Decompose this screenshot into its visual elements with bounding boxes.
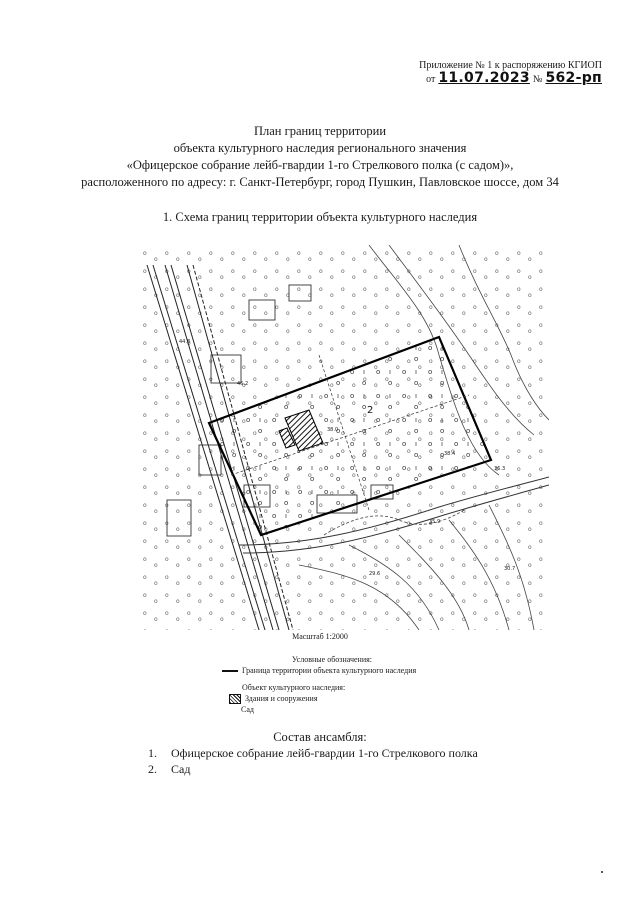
annex-date-line xyxy=(372,72,602,86)
territory-map xyxy=(139,245,549,630)
title-line-3: «Офицерское собрание лейб-гвардии 1-го Стрелкового полка (с садом)», xyxy=(126,158,514,172)
annex-number: 562-рп xyxy=(545,70,602,86)
title-line-2: объекта культурного наследия регионального значения xyxy=(173,141,467,155)
svg-text:35.9: 35.9 xyxy=(429,519,441,525)
ensemble-title: Состав ансамбля: xyxy=(273,730,367,744)
list-item-number: 2. xyxy=(148,762,157,776)
list-item-text: Сад xyxy=(171,762,191,776)
section-heading: 1. Схема границ территории объекта культурного наследия xyxy=(162,210,478,224)
legend-buildings-label: Здания и сооружения xyxy=(245,694,318,703)
svg-text:38.4: 38.4 xyxy=(444,451,456,457)
legend-object-heading: Объект культурного наследия: xyxy=(242,683,346,692)
parcel-label: 2 xyxy=(367,405,374,416)
legend-garden-label: Сад xyxy=(241,705,254,714)
annex-date: 11.07.2023 xyxy=(438,70,530,86)
svg-text:44.8: 44.8 xyxy=(179,339,191,345)
list-item-text: Офицерское собрание лейб-гвардии 1-го Стрелкового полка xyxy=(171,746,478,760)
list-item-number: 1. xyxy=(148,746,157,760)
hatch-symbol xyxy=(229,694,241,704)
list-item xyxy=(148,745,478,761)
svg-text:29.6: 29.6 xyxy=(369,571,381,577)
boundary-line-symbol xyxy=(222,670,238,672)
document-title xyxy=(40,123,600,191)
annex-text: Приложение № 1 к распоряжению КГИОП xyxy=(419,60,602,71)
title-line-1: План границ территории xyxy=(253,124,387,138)
svg-text:36.3: 36.3 xyxy=(494,466,506,472)
legend-object-row xyxy=(222,682,416,693)
svg-text:38.0: 38.0 xyxy=(327,427,339,433)
legend xyxy=(222,654,416,715)
ensemble-list xyxy=(148,745,478,777)
legend-buildings-row xyxy=(222,693,416,704)
page-mark xyxy=(601,871,603,873)
number-label: № xyxy=(532,74,543,85)
legend-boundary-row xyxy=(222,665,416,676)
legend-title: Условные обозначения: xyxy=(292,655,373,664)
map-scale: Масштаб 1:2000 xyxy=(292,632,348,641)
list-item xyxy=(148,761,478,777)
svg-text:30.7: 30.7 xyxy=(504,566,516,572)
title-line-4: расположенного по адресу: г. Санкт-Петербург, город Пушкин, Павловское шоссе, дом 34 xyxy=(81,175,559,189)
legend-boundary-label: Граница территории объекта культурного наследия xyxy=(242,666,417,675)
annex-block xyxy=(372,60,602,86)
from-label: от xyxy=(426,74,436,85)
svg-text:46.2: 46.2 xyxy=(237,381,249,387)
